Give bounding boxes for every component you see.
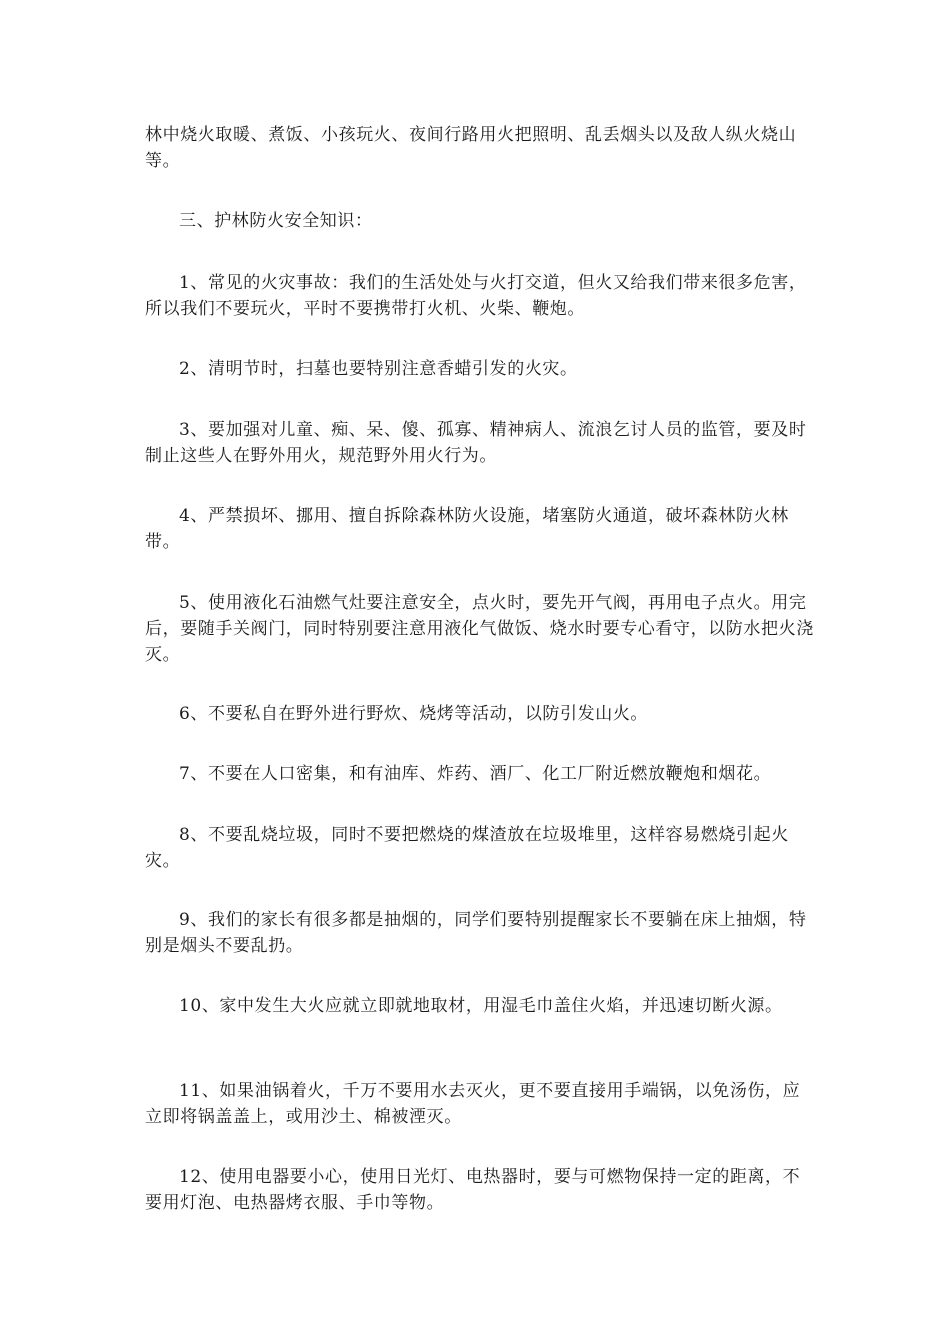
list-item: 12、使用电器要小心，使用日光灯、电热器时，要与可燃物保持一定的距离，不要用灯泡、电热器烤衣服、手巾等物。 bbox=[145, 1167, 801, 1213]
list-item: 2、清明节时，扫墓也要特别注意香蜡引发的火灾。 bbox=[179, 359, 578, 379]
list-item: 3、要加强对儿童、痴、呆、傻、孤寡、精神病人、流浪乞讨人员的监管，要及时制止这些人在野外用火，规范野外用火行为。 bbox=[145, 420, 807, 466]
list-item: 8、不要乱烧垃圾，同时不要把燃烧的煤渣放在垃圾堆里，这样容易燃烧引起火灾。 bbox=[145, 825, 789, 871]
list-item: 5、使用液化石油燃气灶要注意安全，点火时，要先开气阀，再用电子点火。用完后，要随手关阀门，同时特别要注意用液化气做饭、烧水时要专心看守，以防水把火浇灭。 bbox=[145, 593, 814, 665]
list-item: 7、不要在人口密集，和有油库、炸药、酒厂、化工厂附近燃放鞭炮和烟花。 bbox=[179, 764, 772, 784]
list-item: 6、不要私自在野外进行野炊、烧烤等活动，以防引发山火。 bbox=[179, 704, 649, 724]
list-item: 4、严禁损坏、挪用、擅自拆除森林防火设施，堵塞防火通道，破坏森林防火林带。 bbox=[145, 506, 789, 552]
list-item: 1、常见的火灾事故：我们的生活处处与火打交道，但火又给我们带来很多危害，所以我们不要玩火，平时不要携带打火机、火柴、鞭炮。 bbox=[145, 273, 807, 319]
list-item: 10、家中发生大火应就立即就地取材，用湿毛巾盖住火焰，并迅速切断火源。 bbox=[179, 996, 783, 1016]
section-heading: 三、护林防火安全知识： bbox=[179, 211, 373, 231]
list-item: 9、我们的家长有很多都是抽烟的，同学们要特别提醒家长不要躺在床上抽烟，特别是烟头不要乱扔。 bbox=[145, 910, 807, 956]
list-item: 11、如果油锅着火，千万不要用水去灭火，更不要直接用手端锅，以免汤伤，应立即将锅盖盖上，或用沙土、棉被湮灭。 bbox=[145, 1081, 801, 1127]
paragraph-continuation: 林中烧火取暖、煮饭、小孩玩火、夜间行路用火把照明、乱丢烟头以及敌人纵火烧山等。 bbox=[145, 125, 797, 171]
